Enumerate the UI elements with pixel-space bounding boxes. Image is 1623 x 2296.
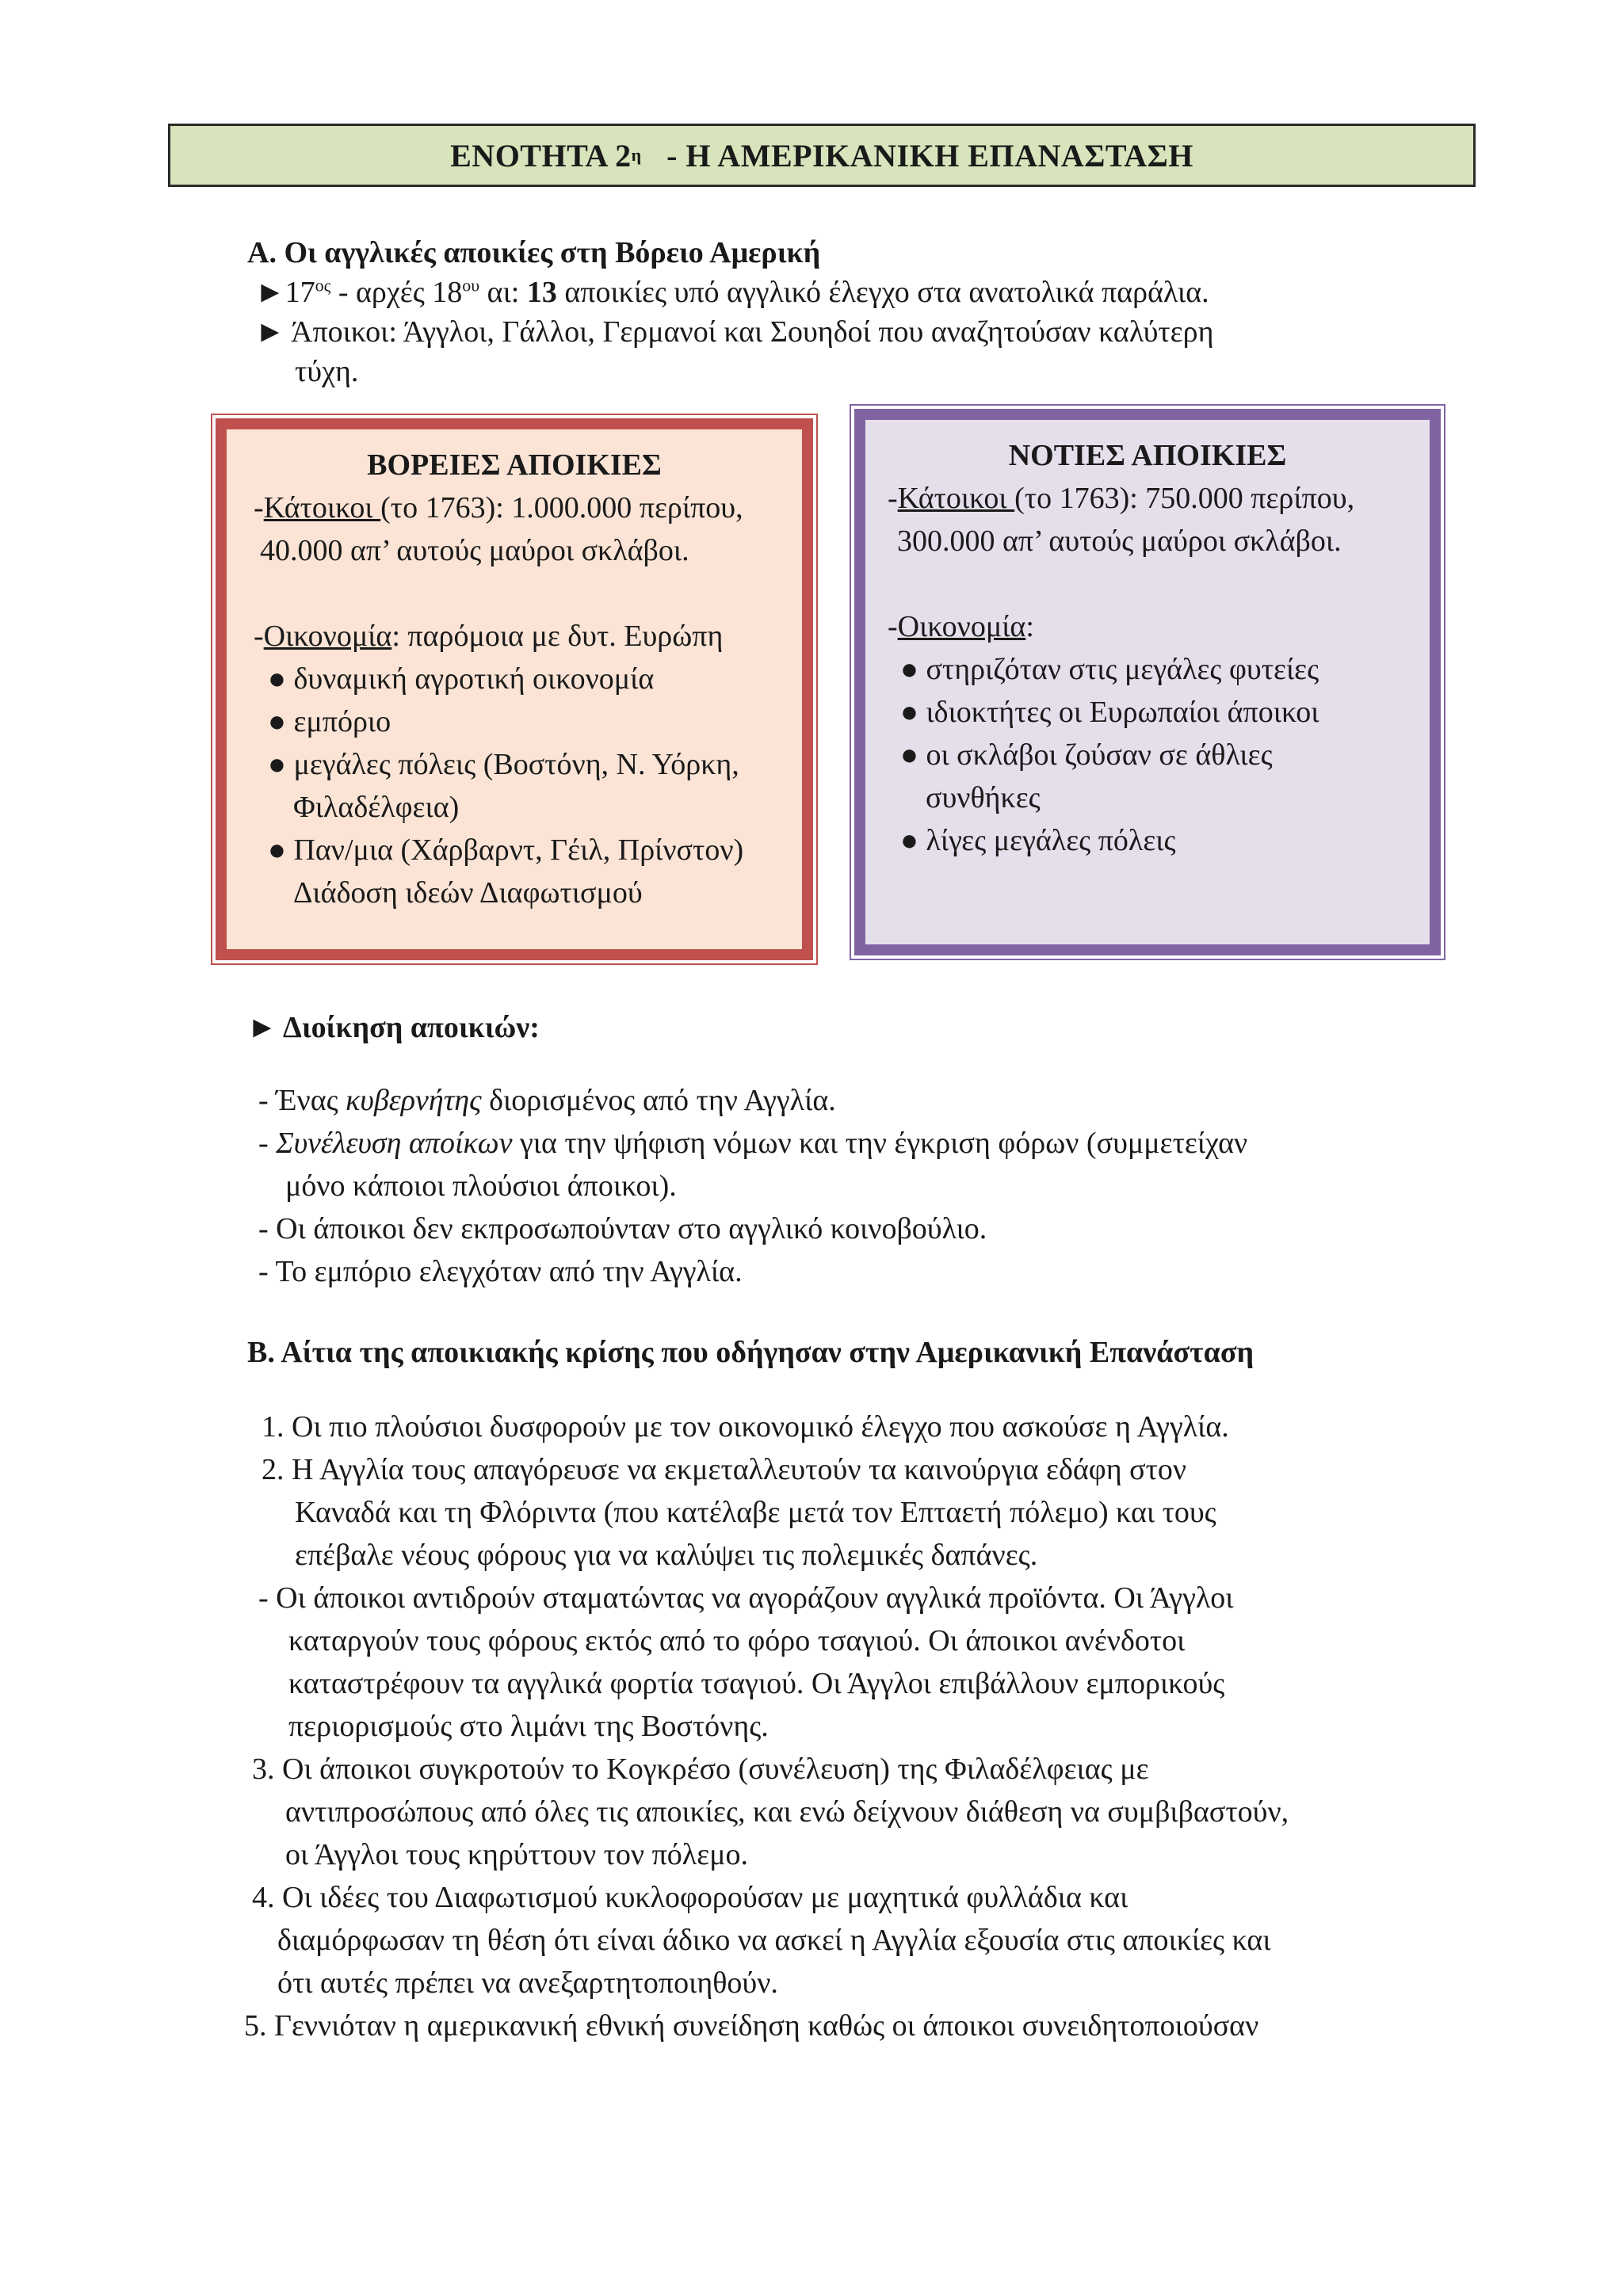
- cause-line: επέβαλε νέους φόρους για να καλύψει τις πολεμικές δαπάνες.: [295, 1539, 1038, 1572]
- bullet-1-end: αποικίες υπό αγγλικό έλεγχο στα ανατολικά παράλια.: [556, 276, 1209, 309]
- admin-line-1: [258, 1079, 836, 1122]
- section-b-heading: Β. Αίτια της αποικιακής κρίσης που οδήγησαν στην Αμερικανική Επανάσταση: [247, 1336, 1254, 1369]
- north-item-cont: Φιλαδέλφεια): [293, 791, 460, 824]
- title-suffix: - Η ΑΜΕΡΙΚΑΝΙΚΗ ΕΠΑΝΑΣΤΑΣΗ: [641, 137, 1193, 174]
- north-eco-label: Οικονομία: [263, 620, 392, 653]
- bullet-1-sup-2: ου: [462, 275, 480, 296]
- south-colonies-title: ΝΟΤΙΕΣ ΑΠΟΙΚΙΕΣ: [1008, 439, 1287, 472]
- north-economy: [254, 615, 723, 658]
- admin-line-3: - Οι άποικοι δεν εκπροσωπούνταν στο αγγλικό κοινοβούλιο.: [258, 1212, 987, 1245]
- south-colonies-box: [854, 409, 1441, 955]
- south-item: ● στηριζόταν στις μεγάλες φυτείες: [900, 653, 1319, 686]
- cause-line: 2. Η Αγγλία τους απαγόρευσε να εκμεταλλευτούν τα καινούργια εδάφη στον: [262, 1453, 1187, 1486]
- south-population: [888, 477, 1354, 520]
- cause-line: διαμόρφωσαν τη θέση ότι είναι άδικο να ασκεί η Αγγλία εξουσία στις αποικίες και: [277, 1924, 1271, 1957]
- admin-1-pre: - Ένας: [258, 1084, 346, 1117]
- admin-2-term: Συνέλευση αποίκων: [276, 1127, 513, 1160]
- north-slaves: 40.000 απ’ αυτούς μαύροι σκλάβοι.: [260, 534, 689, 567]
- admin-1-post: διορισμένος από την Αγγλία.: [481, 1084, 836, 1117]
- admin-1-term: κυβερνήτης: [346, 1084, 482, 1117]
- south-eco-dash: -: [888, 610, 898, 643]
- south-item: ● ιδιοκτήτες οι Ευρωπαίοι άποικοι: [900, 696, 1319, 729]
- admin-line-2-cont: μόνο κάποιοι πλούσιοι άποικοι).: [285, 1169, 677, 1203]
- north-colonies-title: ΒΟΡΕΙΕΣ ΑΠΟΙΚΙΕΣ: [367, 448, 662, 482]
- section-a-bullet-1: [255, 271, 1209, 314]
- admin-2-pre: -: [258, 1127, 277, 1160]
- north-item: ● μεγάλες πόλεις (Βοστόνη, Ν. Υόρκη,: [268, 748, 739, 781]
- page-title: ΕΝΟΤΗΤΑ 2 η - Η ΑΜΕΡΙΚΑΝΙΚΗ ΕΠΑΝΑΣΤΑΣΗ: [168, 124, 1476, 187]
- south-economy: [888, 605, 1034, 648]
- south-item: ● οι σκλάβοι ζούσαν σε άθλιες: [900, 738, 1273, 772]
- north-pop-value: (το 1763): 1.000.000 περίπου,: [380, 491, 743, 524]
- north-item-cont: Διάδοση ιδεών Διαφωτισμού: [293, 876, 643, 910]
- north-item: ● δυναμική αγροτική οικονομία: [268, 662, 655, 696]
- administration-heading: ► Διοίκηση αποικιών:: [247, 1011, 540, 1044]
- bullet-1-start: ►17: [255, 276, 315, 309]
- section-a-bullet-2-cont: τύχη.: [295, 355, 359, 388]
- cause-line: αντιπροσώπους από όλες τις αποικίες, και ενώ δείχνουν διάθεση να συμβιβαστούν,: [285, 1795, 1289, 1829]
- cause-line: 1. Οι πιο πλούσιοι δυσφορούν με τον οικονομικό έλεγχο που ασκούσε η Αγγλία.: [262, 1410, 1229, 1444]
- cause-line: 4. Οι ιδέες του Διαφωτισμού κυκλοφορούσαν με μαχητικά φυλλάδια και: [252, 1881, 1128, 1914]
- north-pop-dash: -: [254, 491, 264, 524]
- section-a-bullet-2: ► Άποικοι: Άγγλοι, Γάλλοι, Γερμανοί και Σουηδοί που αναζητούσαν καλύτερη: [255, 315, 1214, 349]
- south-slaves: 300.000 απ’ αυτούς μαύροι σκλάβοι.: [897, 524, 1342, 558]
- north-eco-rest: : παρόμοια με δυτ. Ευρώπη: [391, 620, 724, 653]
- south-item-cont: συνθήκες: [926, 781, 1041, 814]
- south-item: ● λίγες μεγάλες πόλεις: [900, 824, 1176, 857]
- north-colonies-box: [216, 418, 813, 960]
- admin-2-post: για την ψήφιση νόμων και την έγκριση φόρων (συμμετείχαν: [512, 1127, 1248, 1160]
- south-eco-label: Οικονομία: [897, 610, 1026, 643]
- bullet-1-sup-1: ος: [315, 275, 331, 296]
- north-eco-dash: -: [254, 620, 264, 653]
- south-pop-label: Κάτοικοι: [897, 482, 1015, 515]
- south-pop-dash: -: [888, 482, 898, 515]
- north-item: ● Παν/μια (Χάρβαρντ, Γέιλ, Πρίνστον): [268, 833, 744, 867]
- bullet-1-mid-2: αι:: [479, 276, 527, 309]
- bullet-1-mid: - αρχές 18: [330, 276, 463, 309]
- cause-line: ότι αυτές πρέπει να ανεξαρτητοποιηθούν.: [277, 1966, 778, 2000]
- north-item: ● εμπόριο: [268, 705, 391, 738]
- south-eco-rest: :: [1025, 610, 1034, 643]
- cause-line: καταργούν τους φόρους εκτός από το φόρο τσαγιού. Οι άποικοι ανένδοτοι: [288, 1624, 1186, 1657]
- south-pop-value: (το 1763): 750.000 περίπου,: [1014, 482, 1355, 515]
- admin-line-2: [258, 1122, 1247, 1165]
- cause-line: 5. Γεννιόταν η αμερικανική εθνική συνείδηση καθώς οι άποικοι συνειδητοποιούσαν: [244, 2009, 1259, 2042]
- cause-line: περιορισμούς στο λιμάνι της Βοστόνης.: [288, 1710, 769, 1743]
- bullet-1-number: 13: [526, 276, 557, 309]
- cause-line: 3. Οι άποικοι συγκροτούν το Κογκρέσο (συνέλευση) της Φιλαδέλφειας με: [252, 1753, 1149, 1786]
- title-prefix: ΕΝΟΤΗΤΑ 2: [450, 137, 632, 174]
- north-population: [254, 486, 743, 529]
- cause-line: καταστρέφουν τα αγγλικά φορτία τσαγιού. Οι Άγγλοι επιβάλλουν εμπορικούς: [288, 1667, 1225, 1700]
- section-a-heading: Α. Οι αγγλικές αποικίες στη Βόρειο Αμερική: [247, 236, 821, 269]
- cause-line: - Οι άποικοι αντιδρούν σταματώντας να αγοράζουν αγγλικά προϊόντα. Οι Άγγλοι: [258, 1581, 1234, 1615]
- north-pop-label: Κάτοικοι: [263, 491, 381, 524]
- admin-line-4: - Το εμπόριο ελεγχόταν από την Αγγλία.: [258, 1255, 743, 1288]
- cause-line: οι Άγγλοι τους κηρύττουν τον πόλεμο.: [285, 1838, 749, 1871]
- cause-line: Καναδά και τη Φλόριντα (που κατέλαβε μετά τον Επταετή πόλεμο) και τους: [295, 1496, 1216, 1529]
